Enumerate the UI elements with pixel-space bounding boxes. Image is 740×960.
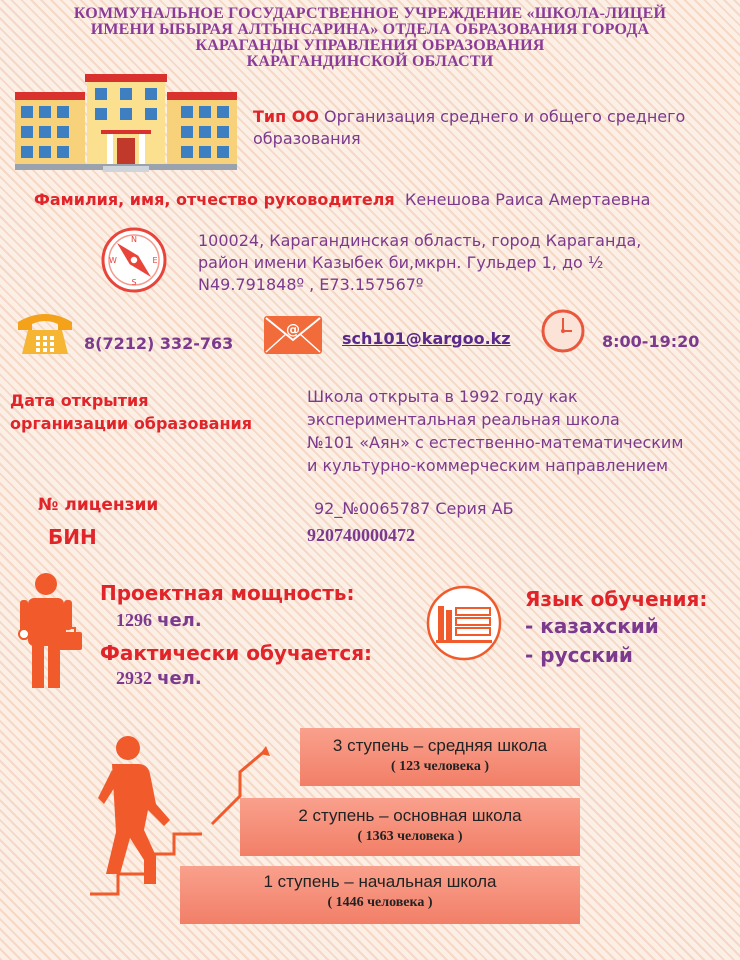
actual-students-unit: чел. <box>157 668 202 689</box>
actual-students-value <box>116 668 202 689</box>
org-type <box>253 106 733 128</box>
svg-text:S: S <box>131 278 137 287</box>
email-link[interactable]: sch101@kargoo.kz <box>342 329 511 348</box>
person-with-briefcase-icon <box>14 572 84 690</box>
step-2-block <box>240 798 580 856</box>
language-label: Язык обучения: <box>525 587 708 611</box>
design-capacity-number: 1296 <box>116 610 152 630</box>
school-title: КОММУНАЛЬНОЕ ГОСУДАРСТВЕННОЕ УЧРЕЖДЕНИЕ «ШКОЛА-ЛИЦЕЙ ИМЕНИ ЫБЫРАЯ АЛТЫНСАРИНА» ОТДЕЛА ОБРАЗОВАНИЯ ГОРОДА КАРАГАНДЫ УПРАВЛЕНИЯ ОБРАЗОВАНИЯ КАРАГАНДИНСКОЙ ОБЛАСТИ <box>73 5 667 70</box>
director-label: Фамилия, имя, отчество руководителя <box>34 190 395 209</box>
opening-text-line-3: №101 «Аян» с естественно-математическим <box>307 433 684 452</box>
actual-students-number: 2932 <box>116 668 152 688</box>
language-kazakh: - казахский <box>525 614 659 638</box>
clock-icon <box>540 308 586 354</box>
opening-text-line-1: Школа открыта в 1992 году как <box>307 387 578 406</box>
license-label: № лицензии <box>38 495 159 515</box>
svg-text:N: N <box>131 235 137 244</box>
envelope-icon <box>262 312 324 356</box>
address-coordinates: N49.791848º , E73.157567º <box>198 275 424 294</box>
svg-text:W: W <box>109 256 117 265</box>
step-2-label: 2 ступень – основная школа <box>298 806 522 825</box>
design-capacity-label: Проектная мощность: <box>100 581 355 605</box>
opening-text-line-2: экспериментальная реальная школа <box>307 410 620 429</box>
step-1-count: ( 1446 человека ) <box>327 895 433 910</box>
org-type-value: Организация среднего и общего среднего <box>324 107 686 126</box>
school-building-icon <box>15 74 237 174</box>
working-hours: 8:00-19:20 <box>602 332 700 351</box>
design-capacity-value <box>116 610 202 631</box>
opening-text-line-4: и культурно-коммерческим направлением <box>307 456 669 475</box>
svg-text:@: @ <box>286 322 300 338</box>
bin-value: 920740000472 <box>307 525 415 545</box>
step-3-block <box>300 728 580 786</box>
address-line-1: 100024, Карагандинская область, город Караганда, <box>198 231 642 250</box>
compass-icon <box>100 226 168 294</box>
step-3-count: ( 123 человека ) <box>390 759 490 774</box>
step-1-block <box>180 866 580 924</box>
svg-text:E: E <box>152 256 158 265</box>
address-line-2: район имени Казыбек би,мкрн. Гульдер 1, до ½ <box>198 253 604 272</box>
opening-label-line-2: организации образования <box>10 414 252 433</box>
license-value: 92_№0065787 Серия АБ <box>314 499 514 518</box>
actual-students-label: Фактически обучается: <box>100 641 373 665</box>
org-type-value-line2: образования <box>253 129 361 148</box>
books-icon <box>424 584 504 662</box>
org-type-label: Тип ОО <box>253 107 319 126</box>
bin-label: БИН <box>48 525 97 549</box>
opening-label-line-1: Дата открытия <box>10 391 149 410</box>
telephone-icon <box>14 308 76 358</box>
step-1-label: 1 ступень – начальная школа <box>263 872 497 891</box>
step-2-count: ( 1363 человека ) <box>357 829 463 844</box>
language-russian: - русский <box>525 643 633 667</box>
step-3-label: 3 ступень – средняя школа <box>332 736 548 755</box>
director-name: Кенешова Раиса Амертаевна <box>405 190 651 209</box>
design-capacity-unit: чел. <box>157 610 202 631</box>
phone-number[interactable]: 8(7212) 332-763 <box>84 334 234 353</box>
